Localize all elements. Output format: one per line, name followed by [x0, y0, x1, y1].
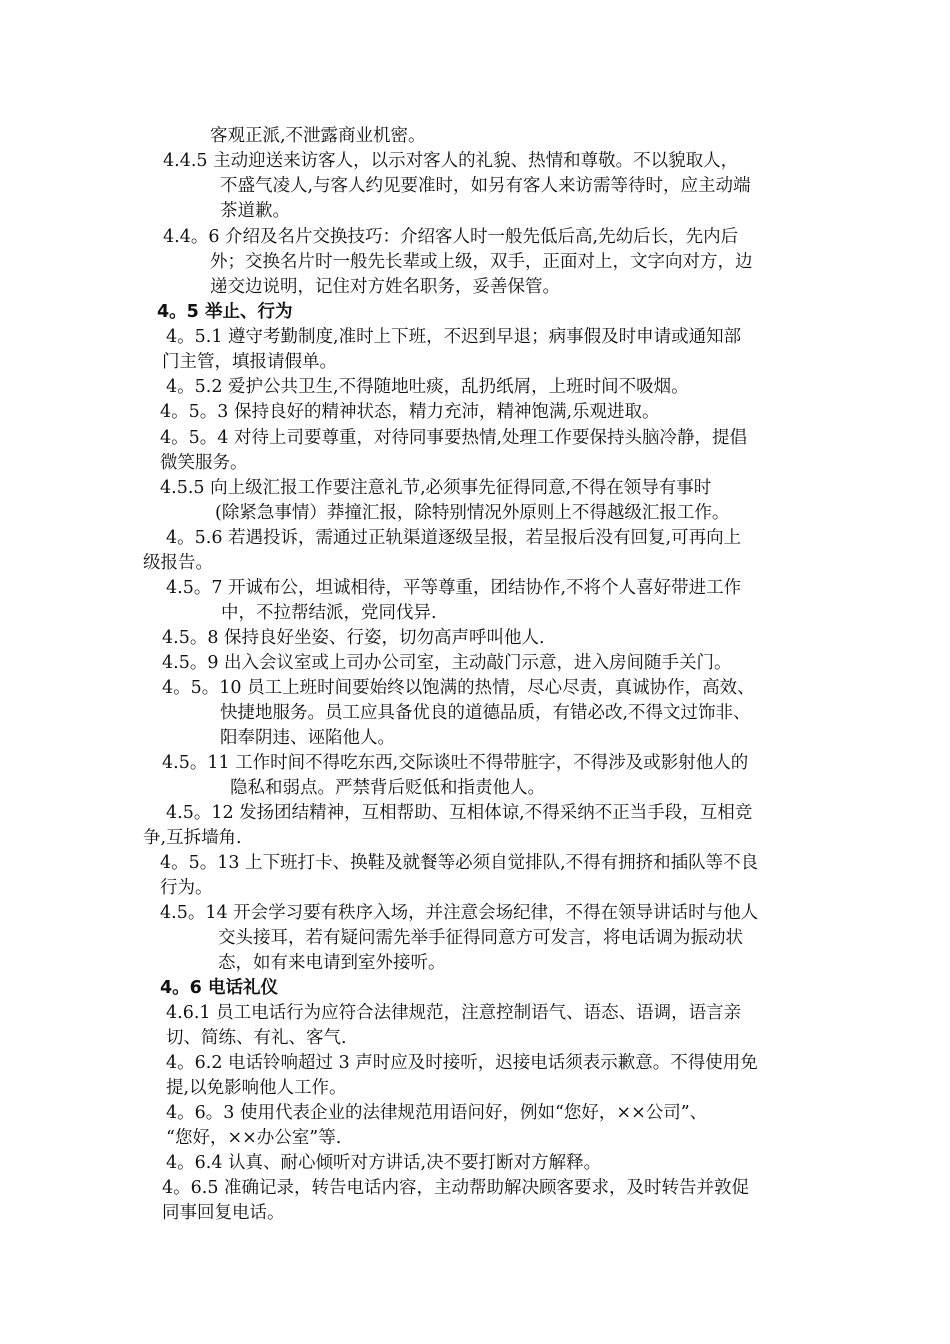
paragraph: 4。5。10 员工上班时间要始终以饱满的热情，尽心尽责，真诚协作，高效、 [162, 678, 755, 698]
paragraph: 4.5。7 开诚布公，坦诚相待，平等尊重，团结协作,不将个人喜好带进工作 [166, 578, 742, 598]
paragraph: 外；交换名片时一般先长辈或上级，双手，正面对上，文字向对方，边 [210, 252, 753, 272]
paragraph: 4。6.2 电话铃响超过 3 声时应及时接听，迟接电话须表示歉意。不得使用免 [166, 1053, 758, 1073]
paragraph: 4。5.2 爱护公共卫生,不得随地吐痰，乱扔纸屑，上班时间不吸烟。 [166, 377, 689, 397]
paragraph: 不盛气凌人,与客人约见要准时，如另有客人来访需等待时，应主动端 [220, 176, 751, 196]
paragraph: 4.5。8 保持良好坐姿、行姿，切勿高声呼叫他人. [162, 628, 545, 648]
paragraph: 4。6.5 准确记录，转告电话内容，主动帮助解决顾客要求，及时转告并敦促 [162, 1178, 750, 1198]
paragraph: 阳奉阴违、诬陷他人。 [220, 728, 395, 748]
paragraph: 4。6。3 使用代表企业的法律规范用语问好，例如“您好，××公司”、 [166, 1103, 708, 1123]
paragraph: 4.5。14 开会学习要有秩序入场，并注意会场纪律，不得在领导讲话时与他人 [160, 903, 759, 923]
paragraph: “您好，××办公室”等. [166, 1128, 342, 1148]
paragraph: 中，不拉帮结派，党同伐异. [221, 603, 437, 623]
paragraph: 门主管，填报请假单。 [162, 352, 337, 372]
paragraph: 级报告。 [143, 553, 213, 573]
paragraph: 4。5。13 上下班打卡、换鞋及就餐等必须自觉排队,不得有拥挤和插队等不良 [160, 853, 759, 873]
paragraph: 交头接耳，若有疑问需先举手征得同意方可发言，将电话调为振动状 [218, 928, 743, 948]
paragraph: 4.5。9 出入会议室或上司办公司室，主动敲门示意，进入房间随手关门。 [162, 653, 732, 673]
paragraph: 4.5。12 发扬团结精神，互相帮助、互相体谅,不得采纳不正当手段，互相竞 [166, 803, 753, 823]
paragraph: (除紧急事情）莽撞汇报，除特别情况外原则上不得越级汇报工作。 [215, 503, 730, 523]
paragraph: 4.5。11 工作时间不得吃东西,交际谈吐不得带脏字，不得涉及或影射他人的 [162, 753, 749, 773]
paragraph: 4。5.6 若遇投诉，需通过正轨渠道逐级呈报，若呈报后没有回复,可再向上 [166, 528, 742, 548]
paragraph: 争,互拆墙角. [143, 828, 242, 848]
paragraph: 微笑服务。 [160, 453, 248, 473]
section-heading: 4。6 电话礼仪 [160, 978, 278, 998]
paragraph: 4.4。6 介绍及名片交换技巧：介绍客人时一般先低后高,先幼后长，先内后 [163, 227, 739, 247]
paragraph: 态，如有来电请到室外接听。 [218, 953, 446, 973]
paragraph: 4.4.5 主动迎送来访客人，以示对客人的礼貌、热情和尊敬。不以貌取人， [163, 151, 739, 171]
paragraph: 同事回复电话。 [162, 1203, 285, 1223]
paragraph: 4.5.5 向上级汇报工作要注意礼节,必须事先征得同意,不得在领导有事时 [160, 478, 712, 498]
paragraph: 快捷地服务。员工应具备优良的道德品质，有错必改,不得文过饰非、 [220, 703, 751, 723]
paragraph: 4。6.4 认真、耐心倾听对方讲话,决不要打断对方解释。 [166, 1153, 602, 1173]
paragraph: 4。5。3 保持良好的精神状态，精力充沛，精神饱满,乐观进取。 [160, 402, 660, 422]
paragraph: 提,以免影响他人工作。 [166, 1078, 347, 1098]
paragraph: 隐私和弱点。严禁背后贬低和指责他人。 [230, 778, 545, 798]
paragraph: 切、简练、有礼、客气. [166, 1028, 347, 1048]
paragraph: 行为。 [160, 878, 213, 898]
paragraph: 4。5。4 对待上司要尊重，对待同事要热情,处理工作要保持头脑冷静，提倡 [160, 428, 748, 448]
paragraph: 4。5.1 遵守考勤制度,准时上下班，不迟到早退；病事假及时申请或通知部 [166, 327, 742, 347]
paragraph: 递交边说明，记住对方姓名职务，妥善保管。 [210, 277, 560, 297]
paragraph: 茶道歉。 [220, 201, 290, 221]
paragraph: 4.6.1 员工电话行为应符合法律规范，注意控制语气、语态、语调，语言亲 [166, 1003, 742, 1023]
paragraph: 客观正派,不泄露商业机密。 [210, 126, 426, 146]
section-heading: 4。5 举止、行为 [157, 302, 293, 322]
